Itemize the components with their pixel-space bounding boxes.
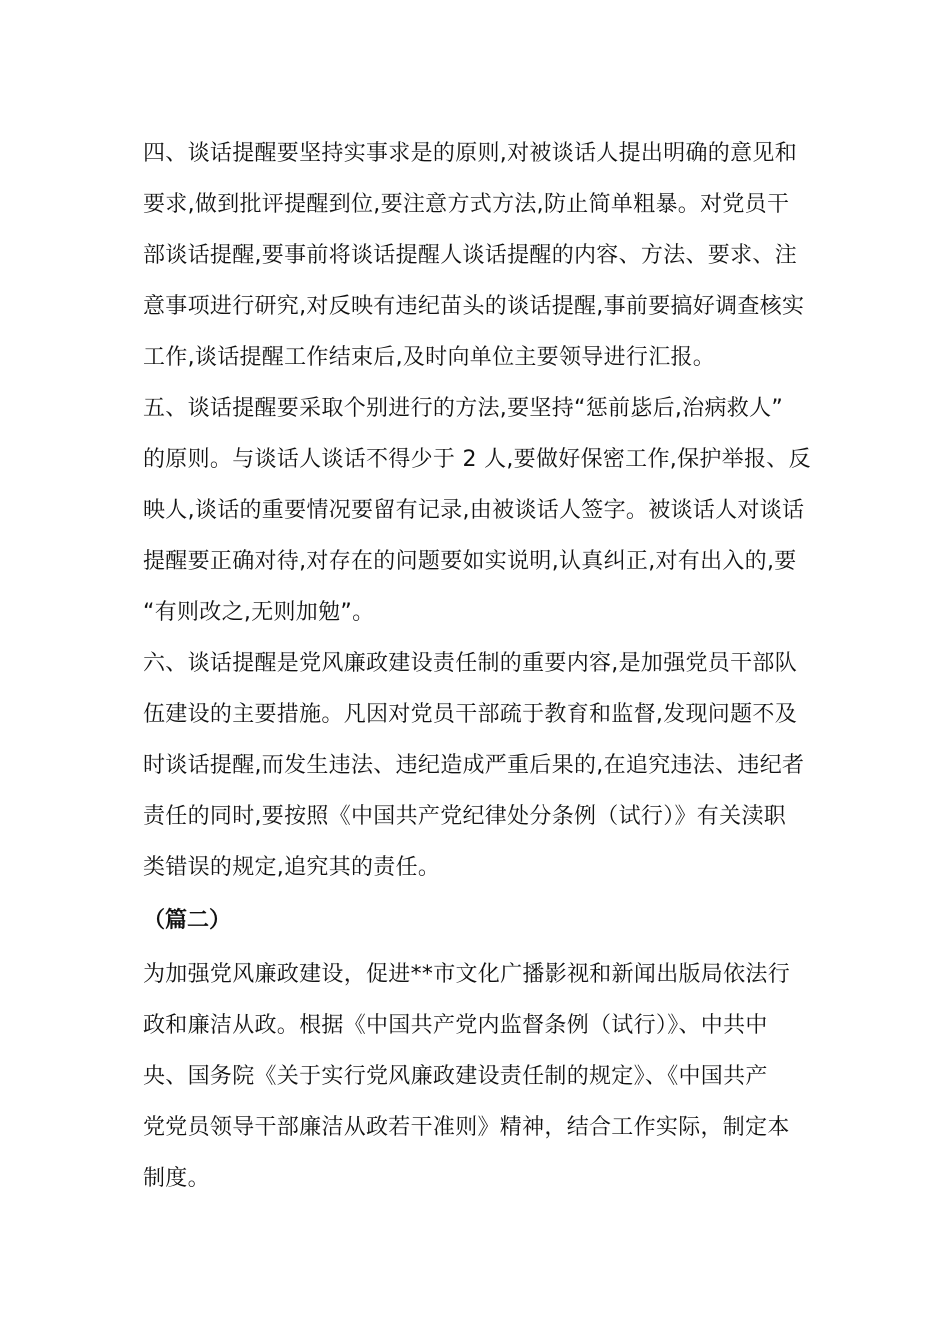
document-body xyxy=(143,128,811,1204)
text-line: 伍建设的主要措施。凡因对党员干部疏于教育和监督,发现问题不及 xyxy=(143,702,797,727)
text-line: 提醒要正确对待,对存在的问题要如实说明,认真纠正,对有出入的,要 xyxy=(143,549,797,574)
text-line: 的原则。与谈话人谈话不得少于 2 人,要做好保密工作,保护举报、反 xyxy=(143,447,811,472)
text-line: 意事项进行研究,对反映有违纪苗头的谈话提醒,事前要搞好调查核实 xyxy=(143,294,805,319)
paragraph-six xyxy=(143,638,811,893)
text-line: “有则改之,无则加勉”。 xyxy=(143,600,375,625)
text-line: 央、国务院《关于实行党风廉政建设责任制的规定》、《中国共产 xyxy=(143,1064,768,1089)
paragraph-five xyxy=(143,383,811,638)
text-line: 类错误的规定,追究其的责任。 xyxy=(143,855,441,880)
text-line: 部谈话提醒,要事前将谈话提醒人谈话提醒的内容、方法、要求、注 xyxy=(143,243,797,268)
text-line: 制度。 xyxy=(143,1166,210,1191)
text-line: 映人,谈话的重要情况要留有记录,由被谈话人签字。被谈话人对谈话 xyxy=(143,498,805,523)
text-line: 时谈话提醒,而发生违法、违纪造成严重后果的,在追究违法、违纪者 xyxy=(143,753,805,778)
text-line: 政和廉洁从政。根据《中国共产党内监督条例（试行）》、中共中 xyxy=(143,1013,768,1038)
section-heading: （篇二） xyxy=(143,908,232,933)
text-line: 为加强党风廉政建设，促进**市文化广播影视和新闻出版局依法行 xyxy=(143,962,791,987)
paragraph-four xyxy=(143,128,811,383)
text-line: 党党员领导干部廉洁从政若干准则》精神，结合工作实际，制定本 xyxy=(143,1115,790,1140)
intro-paragraph xyxy=(143,949,811,1204)
text-line: 四、谈话提醒要坚持实事求是的原则,对被谈话人提出明确的意见和 xyxy=(143,141,797,166)
text-line: 责任的同时,要按照《中国共产党纪律处分条例（试行）》有关渎职 xyxy=(143,804,786,829)
text-line: 工作,谈话提醒工作结束后,及时向单位主要领导进行汇报。 xyxy=(143,345,716,370)
text-line: 要求,做到批评提醒到位,要注意方式方法,防止简单粗暴。对党员干 xyxy=(143,192,790,217)
text-line: 五、谈话提醒要采取个别进行的方法,要坚持“惩前毖后,治病救人” xyxy=(143,396,784,421)
text-line: 六、谈话提醒是党风廉政建设责任制的重要内容,是加强党员干部队 xyxy=(143,651,797,676)
